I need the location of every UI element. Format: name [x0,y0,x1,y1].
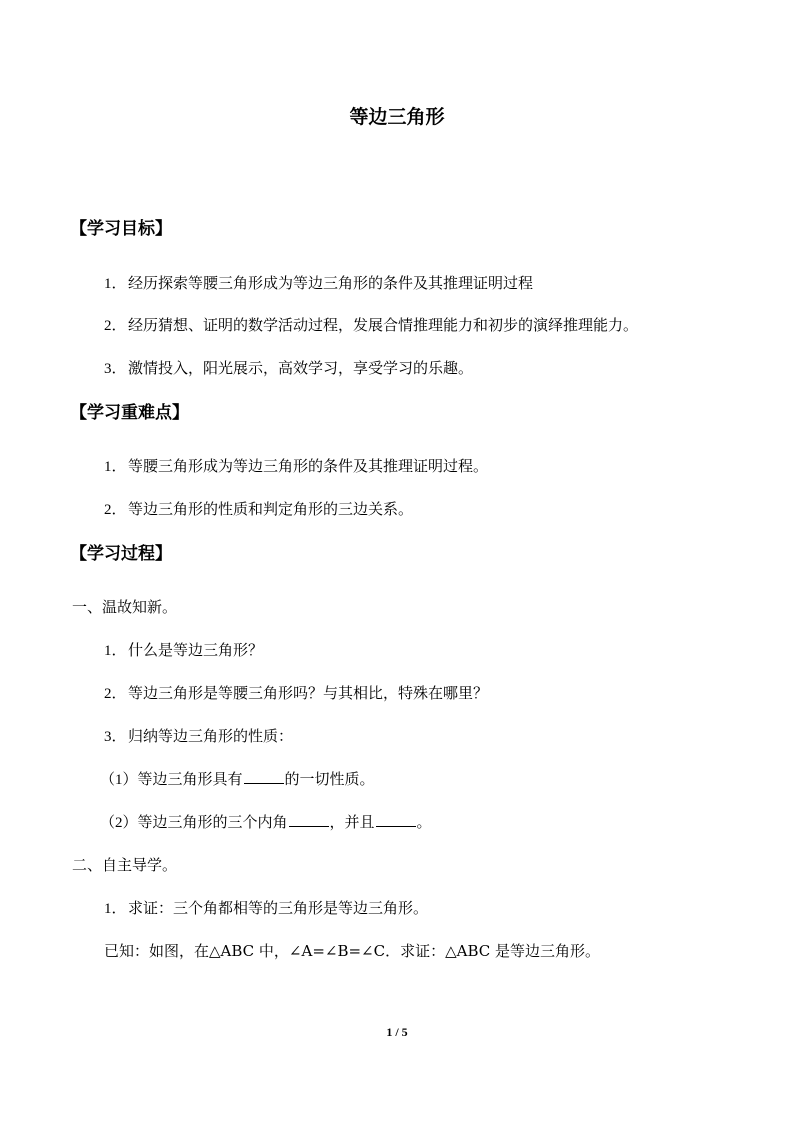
page-title: 等边三角形 [349,106,445,128]
fill-blank [289,812,329,827]
property-sub-1 [100,768,375,791]
property-sub-2 [100,811,432,834]
objective-item-3 [104,357,473,380]
sub-text-middle: ，并且 [329,813,375,831]
part2-heading: 二、自主导学。 [72,856,178,874]
given-statement: 已知：如图，在△ABC 中，∠A=∠B=∠C．求证：△ABC 是等边三角形。 [104,942,601,960]
sub-number: （1） [100,772,138,788]
sub-text-before: 等边三角形的三个内角 [137,813,288,831]
objective-item-1 [104,272,533,295]
item-number: 1． [104,901,127,917]
item-text: 等边三角形是等腰三角形吗？与其相比，特殊在哪里？ [128,684,489,702]
item-text: 什么是等边三角形？ [128,641,264,659]
key-point-item-1 [104,455,488,478]
item-number: 1． [104,459,127,475]
item-text: 激情投入，阳光展示，高效学习，享受学习的乐趣。 [128,359,474,377]
objective-item-2 [104,314,638,337]
sub-number: （2） [100,815,138,831]
section-heading-objectives: 【学习目标】 [70,219,172,239]
item-number: 2． [104,318,127,334]
sub-text-after: 。 [416,813,432,831]
item-text: 归纳等边三角形的性质： [128,727,294,745]
item-number: 2． [104,686,127,702]
item-number: 1． [104,643,127,659]
guided-question-1 [104,897,428,920]
item-text: 经历猜想、证明的数学活动过程，发展合情推理能力和初步的演绎推理能力。 [128,316,639,334]
review-question-3 [104,725,293,748]
page-number: 1 / 5 [386,1025,408,1039]
item-text: 经历探索等腰三角形成为等边三角形的条件及其推理证明过程 [128,274,534,292]
item-text: 等腰三角形成为等边三角形的条件及其推理证明过程。 [128,457,489,475]
review-question-2 [104,682,488,705]
sub-text-before: 等边三角形具有 [137,770,243,788]
fill-blank [244,769,284,784]
item-number: 2． [104,502,127,518]
part1-heading: 一、温故知新。 [72,598,178,616]
section-heading-process: 【学习过程】 [70,544,172,564]
item-text: 求证：三个角都相等的三角形是等边三角形。 [128,899,429,917]
section-heading-key-points: 【学习重难点】 [70,403,189,423]
item-number: 3． [104,361,127,377]
fill-blank [376,812,416,827]
key-point-item-2 [104,498,413,521]
item-number: 1． [104,276,127,292]
item-text: 等边三角形的性质和判定角形的三边关系。 [128,500,414,518]
sub-text-after: 的一切性质。 [284,770,375,788]
item-number: 3． [104,729,127,745]
review-question-1 [104,639,263,662]
